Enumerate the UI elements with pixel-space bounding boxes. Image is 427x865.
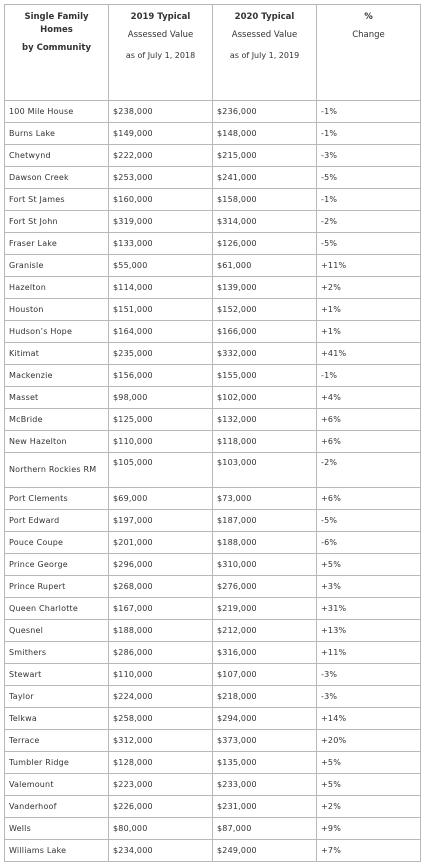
cell-percent-change: -2% [317,453,421,488]
cell-community: Masset [5,387,109,409]
cell-value-2020: $102,000 [213,387,317,409]
cell-percent-change: +1% [317,299,421,321]
table-row [5,664,421,686]
cell-community: Burns Lake [5,123,109,145]
cell-value-2019: $55,000 [109,255,213,277]
cell-value-2020: $332,000 [213,343,317,365]
cell-value-2019: $110,000 [109,664,213,686]
cell-value-2019: $197,000 [109,510,213,532]
cell-percent-change: +7% [317,840,421,862]
cell-value-2019: $164,000 [109,321,213,343]
cell-percent-change: +2% [317,796,421,818]
cell-community: Smithers [5,642,109,664]
cell-percent-change: +5% [317,774,421,796]
cell-value-2019: $312,000 [109,730,213,752]
cell-community: Hazelton [5,277,109,299]
cell-value-2019: $268,000 [109,576,213,598]
cell-value-2020: $236,000 [213,101,317,123]
cell-percent-change: +3% [317,576,421,598]
cell-value-2020: $188,000 [213,532,317,554]
table-row [5,818,421,840]
cell-value-2019: $223,000 [109,774,213,796]
cell-percent-change: -1% [317,101,421,123]
cell-value-2019: $125,000 [109,409,213,431]
cell-percent-change: -1% [317,123,421,145]
cell-percent-change: -5% [317,233,421,255]
table-row [5,431,421,453]
table-row [5,752,421,774]
cell-value-2020: $249,000 [213,840,317,862]
table-row [5,233,421,255]
cell-percent-change: +11% [317,642,421,664]
cell-value-2019: $151,000 [109,299,213,321]
cell-value-2019: $167,000 [109,598,213,620]
cell-percent-change: -5% [317,510,421,532]
cell-value-2019: $319,000 [109,211,213,233]
cell-community: McBride [5,409,109,431]
cell-value-2020: $73,000 [213,488,317,510]
table-row [5,189,421,211]
table-row [5,620,421,642]
table-row [5,101,421,123]
cell-percent-change: -2% [317,211,421,233]
cell-community: Stewart [5,664,109,686]
table-row [5,343,421,365]
cell-community: Quesnel [5,620,109,642]
cell-value-2019: $128,000 [109,752,213,774]
header-2020: 2020 Typical Assessed Value as of July 1, 2019 [213,5,317,101]
cell-community: Granisle [5,255,109,277]
cell-community: Wells [5,818,109,840]
cell-community: Chetwynd [5,145,109,167]
cell-value-2019: $226,000 [109,796,213,818]
table-row [5,554,421,576]
cell-value-2019: $156,000 [109,365,213,387]
cell-value-2019: $133,000 [109,233,213,255]
cell-community: Telkwa [5,708,109,730]
cell-value-2020: $87,000 [213,818,317,840]
cell-value-2019: $114,000 [109,277,213,299]
table-row [5,299,421,321]
cell-value-2019: $258,000 [109,708,213,730]
cell-percent-change: -3% [317,686,421,708]
table-row [5,576,421,598]
cell-value-2019: $69,000 [109,488,213,510]
header-2019: 2019 Typical Assessed Value as of July 1, 2018 [109,5,213,101]
cell-value-2019: $188,000 [109,620,213,642]
cell-percent-change: +11% [317,255,421,277]
cell-value-2020: $219,000 [213,598,317,620]
cell-community: Terrace [5,730,109,752]
cell-value-2020: $166,000 [213,321,317,343]
table-row [5,365,421,387]
cell-value-2019: $98,000 [109,387,213,409]
cell-percent-change: -5% [317,167,421,189]
cell-percent-change: +5% [317,554,421,576]
cell-percent-change: +9% [317,818,421,840]
cell-value-2020: $233,000 [213,774,317,796]
cell-community: Prince George [5,554,109,576]
cell-community: Northern Rockies RM [5,453,109,488]
cell-community: Taylor [5,686,109,708]
cell-value-2020: $107,000 [213,664,317,686]
cell-value-2020: $118,000 [213,431,317,453]
table-row [5,123,421,145]
cell-percent-change: +6% [317,409,421,431]
cell-community: Houston [5,299,109,321]
cell-value-2020: $155,000 [213,365,317,387]
cell-value-2019: $235,000 [109,343,213,365]
table-row [5,255,421,277]
cell-value-2020: $294,000 [213,708,317,730]
table-row [5,510,421,532]
cell-percent-change: -3% [317,145,421,167]
cell-value-2020: $126,000 [213,233,317,255]
cell-value-2020: $373,000 [213,730,317,752]
cell-value-2020: $61,000 [213,255,317,277]
cell-value-2019: $222,000 [109,145,213,167]
cell-value-2020: $152,000 [213,299,317,321]
cell-value-2020: $103,000 [213,453,317,488]
table-row [5,211,421,233]
assessment-table [4,4,421,862]
cell-value-2019: $238,000 [109,101,213,123]
table-row [5,167,421,189]
cell-value-2020: $218,000 [213,686,317,708]
cell-community: Tumbler Ridge [5,752,109,774]
cell-value-2020: $135,000 [213,752,317,774]
cell-percent-change: +14% [317,708,421,730]
table-row [5,532,421,554]
cell-value-2020: $139,000 [213,277,317,299]
cell-community: Valemount [5,774,109,796]
table-row [5,840,421,862]
cell-percent-change: +6% [317,488,421,510]
cell-value-2020: $187,000 [213,510,317,532]
cell-value-2019: $296,000 [109,554,213,576]
table-body [5,101,421,862]
cell-value-2019: $253,000 [109,167,213,189]
cell-value-2019: $201,000 [109,532,213,554]
cell-community: Mackenzie [5,365,109,387]
cell-community: Williams Lake [5,840,109,862]
cell-value-2020: $276,000 [213,576,317,598]
cell-community: Dawson Creek [5,167,109,189]
cell-value-2020: $310,000 [213,554,317,576]
cell-community: Prince Rupert [5,576,109,598]
cell-percent-change: +1% [317,321,421,343]
table-row [5,730,421,752]
cell-value-2019: $110,000 [109,431,213,453]
cell-percent-change: -6% [317,532,421,554]
cell-community: Hudson’s Hope [5,321,109,343]
cell-community: Fraser Lake [5,233,109,255]
cell-percent-change: +6% [317,431,421,453]
cell-percent-change: +31% [317,598,421,620]
cell-percent-change: +2% [317,277,421,299]
cell-community: Vanderhoof [5,796,109,818]
cell-percent-change: -1% [317,365,421,387]
header-change: % Change [317,5,421,101]
table-row [5,708,421,730]
cell-community: Fort St John [5,211,109,233]
cell-value-2020: $158,000 [213,189,317,211]
cell-community: 100 Mile House [5,101,109,123]
cell-percent-change: +20% [317,730,421,752]
cell-value-2019: $80,000 [109,818,213,840]
cell-percent-change: +4% [317,387,421,409]
cell-value-2020: $132,000 [213,409,317,431]
header-row [5,5,421,101]
cell-percent-change: +5% [317,752,421,774]
cell-value-2019: $224,000 [109,686,213,708]
table-row [5,796,421,818]
table-row [5,642,421,664]
table-row [5,453,421,488]
cell-percent-change: -1% [317,189,421,211]
cell-community: Pouce Coupe [5,532,109,554]
table-row [5,409,421,431]
cell-value-2019: $234,000 [109,840,213,862]
cell-value-2020: $241,000 [213,167,317,189]
cell-value-2019: $105,000 [109,453,213,488]
table-row [5,321,421,343]
cell-value-2020: $212,000 [213,620,317,642]
cell-community: Fort St James [5,189,109,211]
cell-community: Kitimat [5,343,109,365]
cell-value-2020: $215,000 [213,145,317,167]
table-row [5,387,421,409]
table-row [5,774,421,796]
cell-value-2020: $314,000 [213,211,317,233]
cell-value-2020: $231,000 [213,796,317,818]
cell-community: Port Edward [5,510,109,532]
cell-percent-change: +13% [317,620,421,642]
table-row [5,145,421,167]
cell-value-2019: $286,000 [109,642,213,664]
cell-value-2019: $160,000 [109,189,213,211]
cell-percent-change: +41% [317,343,421,365]
cell-value-2020: $316,000 [213,642,317,664]
table-row [5,598,421,620]
cell-value-2020: $148,000 [213,123,317,145]
cell-community: New Hazelton [5,431,109,453]
cell-community: Queen Charlotte [5,598,109,620]
cell-community: Port Clements [5,488,109,510]
cell-value-2019: $149,000 [109,123,213,145]
table-row [5,277,421,299]
cell-percent-change: -3% [317,664,421,686]
table-row [5,488,421,510]
header-community: Single Family Homes by Community [5,5,109,101]
table-row [5,686,421,708]
